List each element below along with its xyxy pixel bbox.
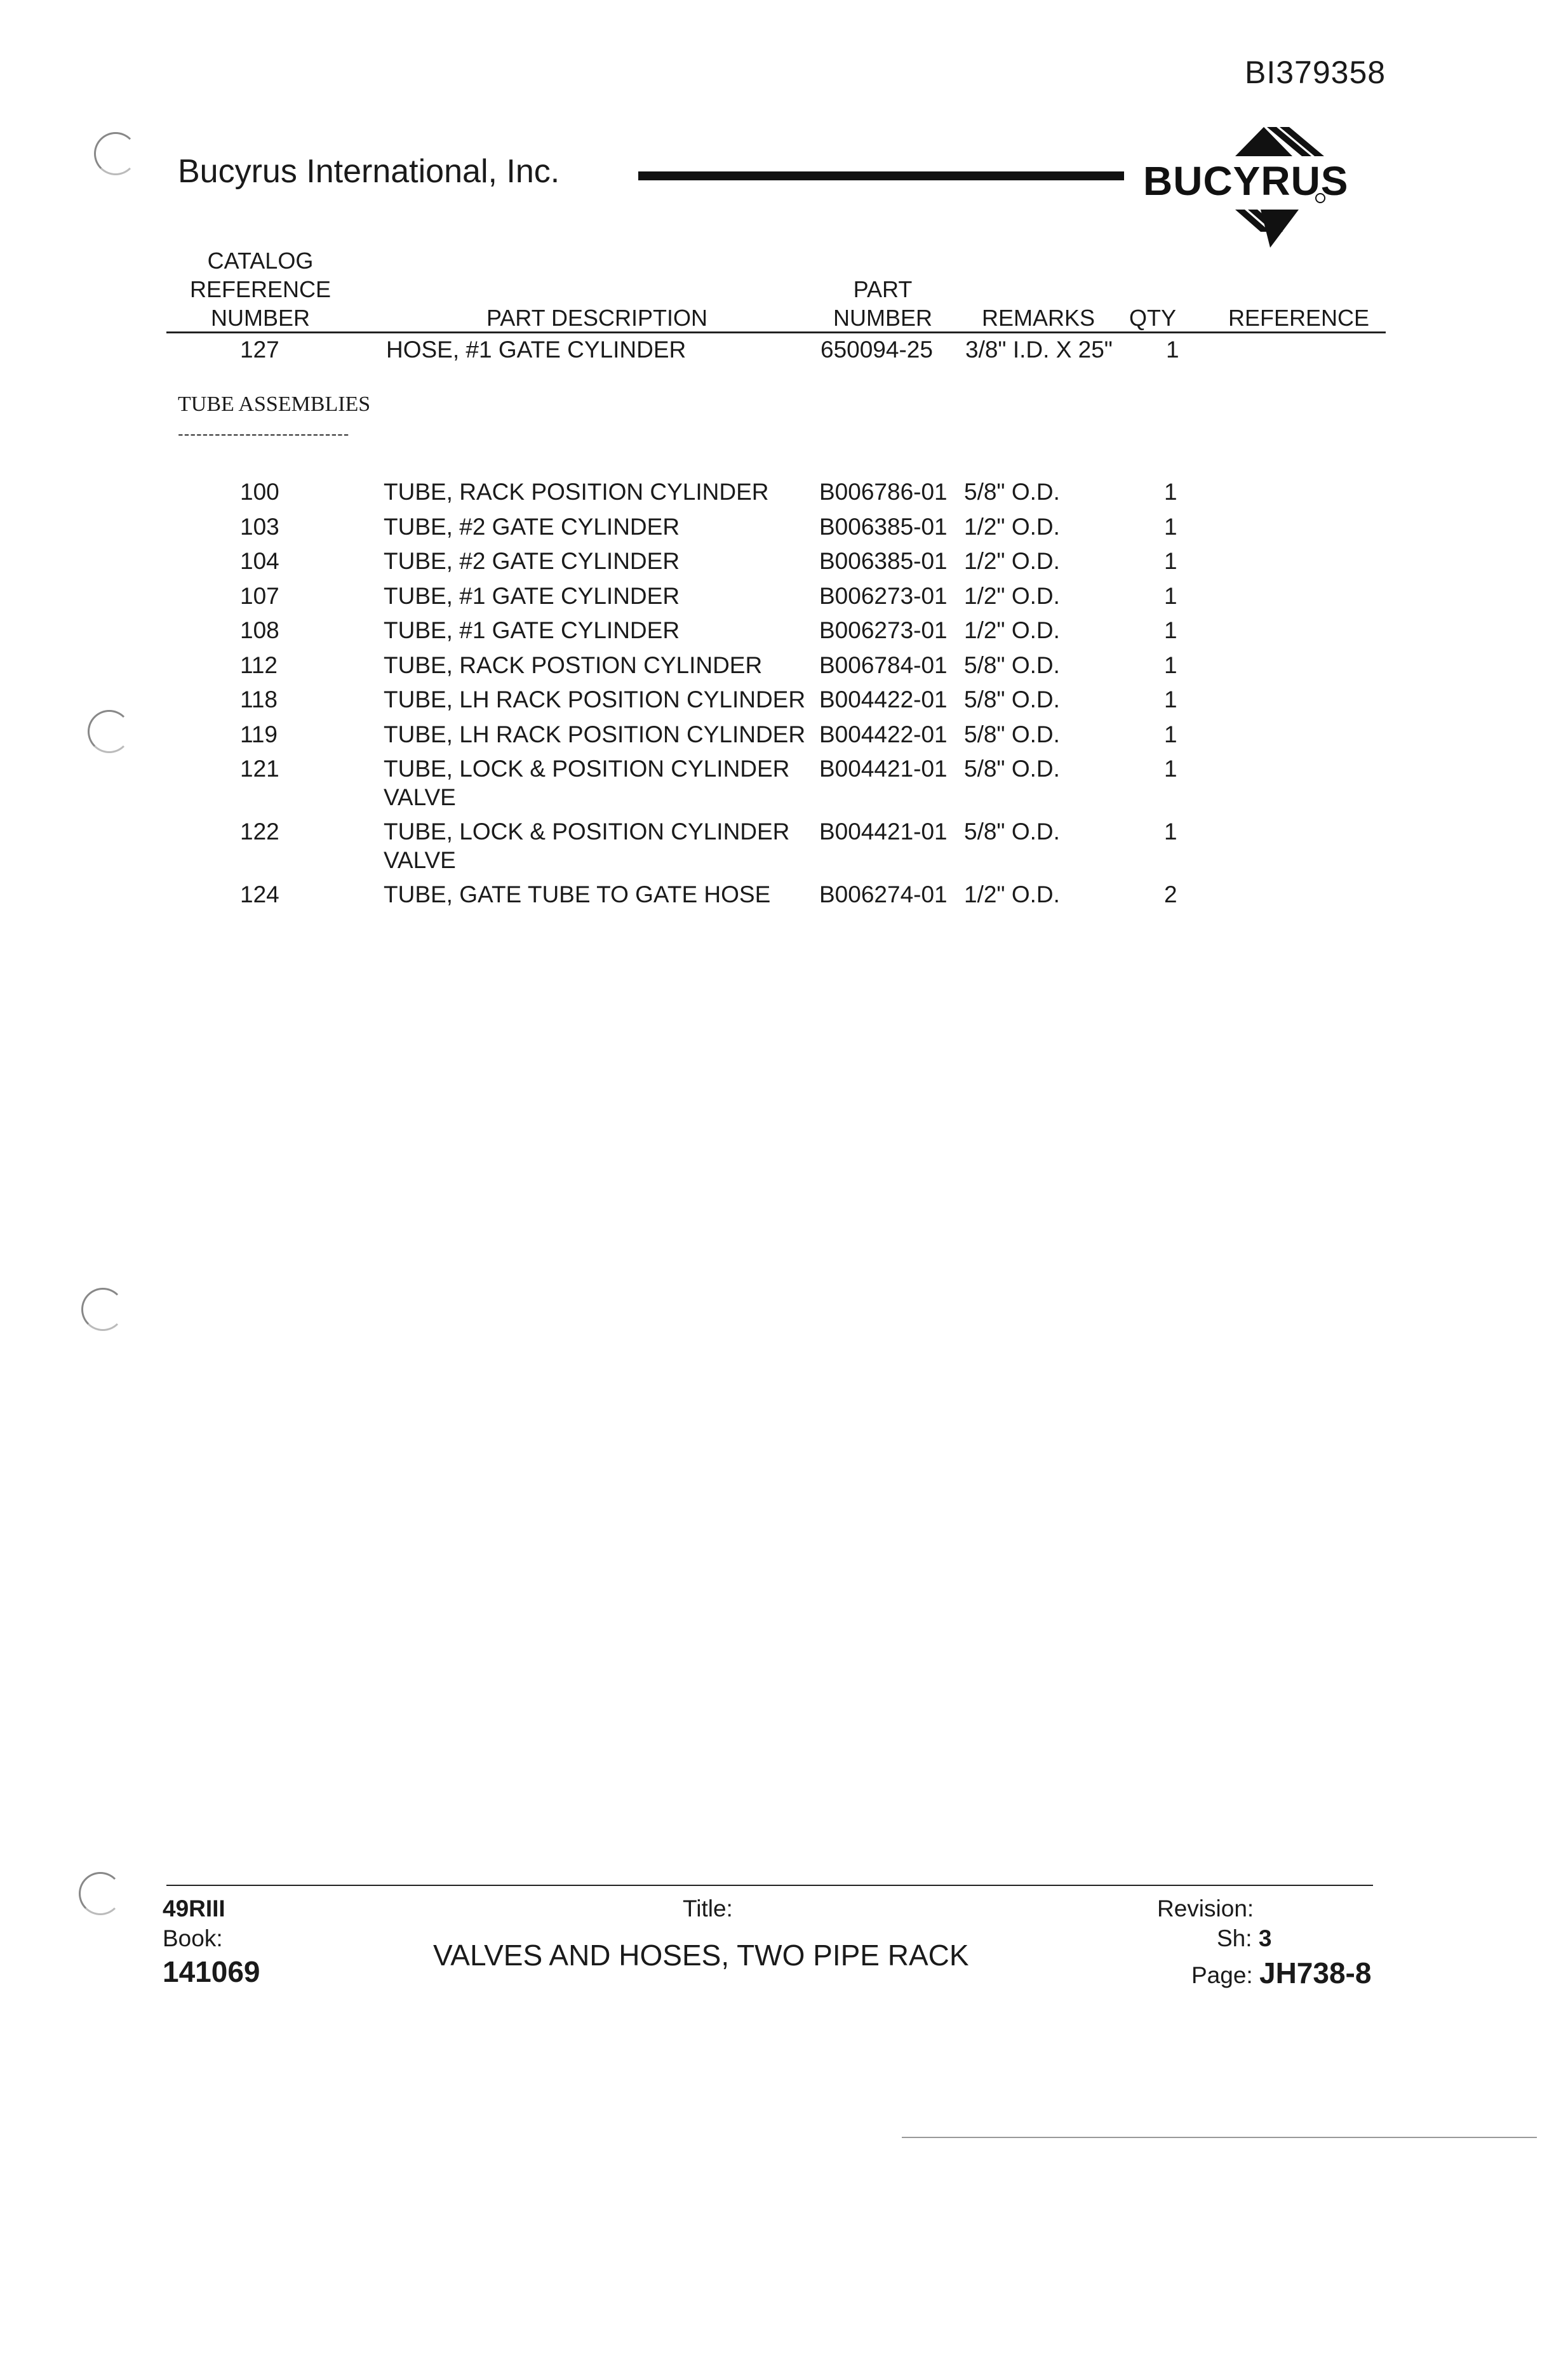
- row-ref: 104: [240, 548, 279, 574]
- row-desc: TUBE, #1 GATE CYLINDER: [384, 582, 680, 609]
- row-ref: 107: [240, 582, 279, 609]
- row-remarks: 1/2" O.D.: [964, 617, 1060, 643]
- col-part-line1: PART: [853, 276, 913, 302]
- row-part: B006274-01: [819, 881, 948, 907]
- row-desc-continued: VALVE: [384, 784, 456, 810]
- row-remarks: 5/8" O.D.: [964, 686, 1060, 712]
- row-part: 650094-25: [821, 337, 933, 363]
- row-desc: TUBE, RACK POSITION CYLINDER: [384, 479, 769, 505]
- logo-text: BUCYRUS: [1143, 158, 1349, 204]
- col-catalog-ref-line3: NUMBER: [210, 305, 310, 331]
- col-catalog-ref-line2: REFERENCE: [189, 276, 332, 302]
- row-desc: TUBE, #2 GATE CYLINDER: [384, 513, 680, 540]
- row-desc: TUBE, #1 GATE CYLINDER: [384, 617, 680, 643]
- document-id: BI379358: [1245, 55, 1386, 90]
- footer-book-number: 141069: [163, 1955, 260, 1988]
- row-part: B006385-01: [819, 548, 948, 574]
- row-remarks: 5/8" O.D.: [964, 756, 1060, 782]
- row-ref: 100: [240, 479, 279, 505]
- row-qty: 1: [1164, 513, 1177, 540]
- footer-title-label: Title:: [683, 1895, 733, 1922]
- col-remarks: REMARKS: [981, 305, 1095, 331]
- binder-hole: [94, 132, 137, 175]
- footer-rule: [166, 1885, 1373, 1886]
- row-desc: TUBE, RACK POSTION CYLINDER: [384, 652, 763, 678]
- footer-page-label: Page:: [1191, 1962, 1253, 1988]
- row-ref: 118: [240, 686, 278, 712]
- section-title: TUBE ASSEMBLIES: [178, 392, 371, 416]
- row-part: B006273-01: [819, 582, 948, 609]
- row-qty: 1: [1164, 617, 1177, 643]
- footer-page-value: JH738-8: [1259, 1956, 1372, 1989]
- row-desc: TUBE, LOCK & POSITION CYLINDER: [384, 819, 790, 845]
- row-qty: 1: [1164, 686, 1177, 712]
- row-desc: TUBE, #2 GATE CYLINDER: [384, 548, 680, 574]
- row-part: B004422-01: [819, 686, 948, 712]
- footer-sheet-label: Sh:: [1217, 1925, 1252, 1951]
- row-part: B006784-01: [819, 652, 948, 678]
- footer-revision-label: Revision:: [1157, 1895, 1254, 1922]
- row-desc-continued: VALVE: [384, 847, 456, 873]
- row-remarks: 5/8" O.D.: [964, 819, 1060, 845]
- row-remarks: 5/8" O.D.: [964, 479, 1060, 505]
- row-qty: 1: [1164, 756, 1177, 782]
- footer-sheet: [1217, 1925, 1271, 1952]
- row-qty: 1: [1164, 548, 1177, 574]
- row-qty: 1: [1166, 337, 1179, 363]
- row-ref: 108: [240, 617, 279, 643]
- row-desc: HOSE, #1 GATE CYLINDER: [386, 337, 687, 363]
- row-remarks: 3/8" I.D. X 25": [965, 337, 1113, 363]
- row-ref: 119: [240, 721, 278, 747]
- col-reference: REFERENCE: [1228, 305, 1370, 331]
- col-qty: QTY: [1129, 305, 1176, 331]
- row-desc: TUBE, LH RACK POSITION CYLINDER: [384, 721, 806, 747]
- row-ref: 127: [240, 337, 279, 363]
- col-description: PART DESCRIPTION: [486, 305, 708, 331]
- footer-sheet-value: 3: [1258, 1925, 1272, 1951]
- footer-title: VALVES AND HOSES, TWO PIPE RACK: [433, 1939, 969, 1972]
- footer-page: [1191, 1956, 1371, 1990]
- row-ref: 103: [240, 513, 279, 540]
- row-qty: 1: [1164, 819, 1177, 845]
- row-part: B006786-01: [819, 479, 948, 505]
- binder-hole: [88, 710, 131, 753]
- company-name: Bucyrus International, Inc.: [178, 153, 560, 190]
- row-desc: TUBE, LOCK & POSITION CYLINDER: [384, 756, 790, 782]
- col-part-line2: NUMBER: [833, 305, 932, 331]
- bottom-scan-line: [902, 2137, 1537, 2138]
- binder-hole: [79, 1872, 122, 1915]
- bucyrus-logo: [1140, 114, 1381, 254]
- row-remarks: 5/8" O.D.: [964, 652, 1060, 678]
- row-desc: TUBE, LH RACK POSITION CYLINDER: [384, 686, 806, 712]
- row-qty: 1: [1164, 652, 1177, 678]
- row-ref: 122: [240, 819, 279, 845]
- col-catalog-ref-line1: CATALOG: [207, 248, 314, 274]
- row-qty: 1: [1164, 582, 1177, 609]
- header-underline: [166, 331, 1386, 333]
- row-ref: 124: [240, 881, 279, 907]
- row-part: B006385-01: [819, 513, 948, 540]
- row-part: B006273-01: [819, 617, 948, 643]
- row-ref: 112: [240, 652, 278, 678]
- row-part: B004421-01: [819, 819, 948, 845]
- row-remarks: 1/2" O.D.: [964, 881, 1060, 907]
- row-remarks: 1/2" O.D.: [964, 548, 1060, 574]
- col-part-number: [819, 275, 946, 332]
- row-qty: 1: [1164, 479, 1177, 505]
- row-part: B004422-01: [819, 721, 948, 747]
- binder-hole: [81, 1288, 124, 1331]
- row-qty: 1: [1164, 721, 1177, 747]
- row-remarks: 1/2" O.D.: [964, 513, 1060, 540]
- row-remarks: 5/8" O.D.: [964, 721, 1060, 747]
- row-ref: 121: [240, 756, 279, 782]
- row-desc: TUBE, GATE TUBE TO GATE HOSE: [384, 881, 771, 907]
- header-rule: [638, 171, 1124, 180]
- section-underline: ----------------------------: [178, 424, 350, 443]
- col-catalog-ref: [178, 246, 343, 332]
- row-qty: 2: [1164, 881, 1177, 907]
- row-part: B004421-01: [819, 756, 948, 782]
- footer-book-label: Book:: [163, 1925, 223, 1951]
- footer-code: 49RIII: [163, 1895, 225, 1922]
- row-remarks: 1/2" O.D.: [964, 582, 1060, 609]
